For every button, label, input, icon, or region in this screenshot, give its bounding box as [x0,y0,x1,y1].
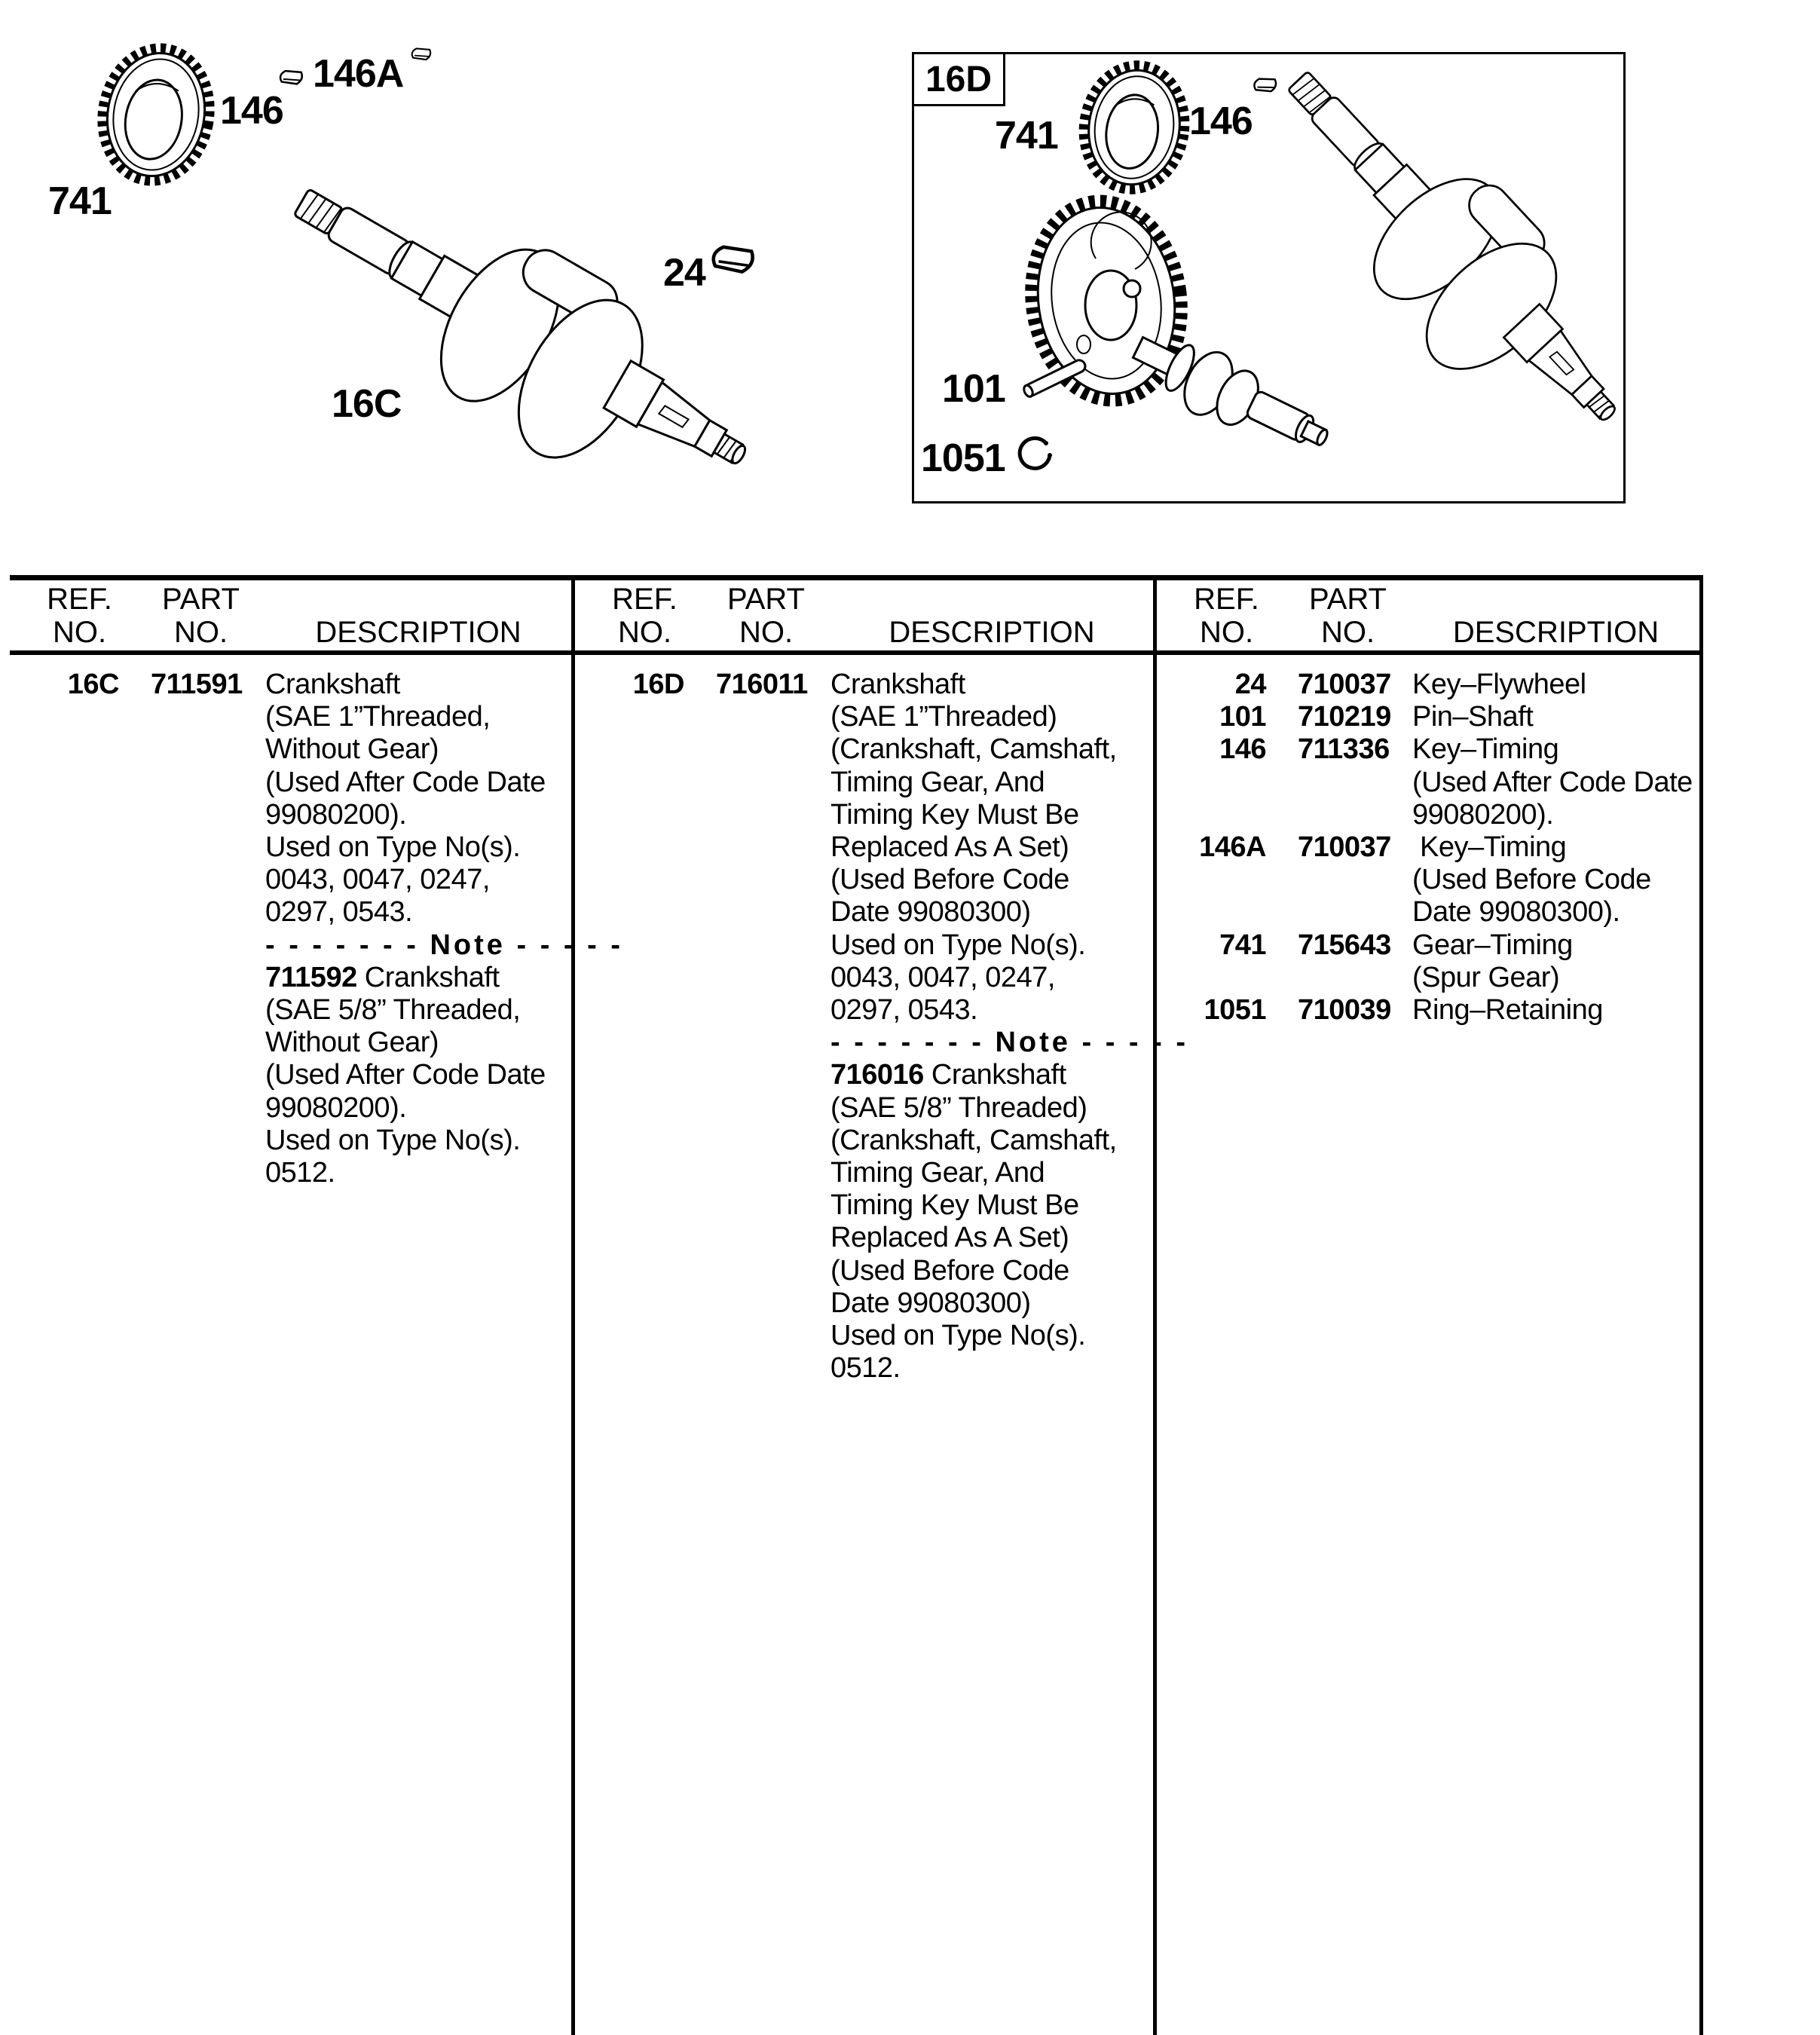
description-cell: (SAE 5/8” Threaded) [830,1091,1087,1124]
part-header: PART [727,583,805,616]
description-cell: Crankshaft [265,669,400,700]
description-cell: 0297, 0543. [265,896,413,929]
description-cell: (Used Before Code [830,1254,1069,1287]
table-row [40,1027,571,1059]
description-cell: Date 99080300) [830,1287,1031,1319]
column-header [10,575,571,649]
table-row [40,864,571,896]
table-row [605,994,1153,1027]
description-cell: 0512. [830,1352,901,1385]
description-cell: 0512. [265,1157,335,1189]
ref-no-cell: 101 [1219,701,1266,733]
description-cell: 716016 Crankshaft [830,1059,1066,1091]
table-row [605,1092,1153,1125]
table-row [1187,929,1699,962]
table-row [605,1157,1153,1189]
label-741: 741 [48,179,112,223]
table-row [605,733,1153,766]
ref-no-cell: 1051 [1204,994,1266,1027]
part-header: PART [1309,583,1387,616]
description-cell: Key–Flywheel [1412,669,1586,700]
table-row [40,994,571,1027]
retaining-ring-1051-icon [1020,438,1052,468]
table-row [605,767,1153,799]
description-cell: Replaced As A Set) [830,831,1069,864]
part-no-cell: 716011 [716,669,808,700]
timing-gear-741-left [93,40,219,189]
part-no-cell: 710037 [1298,831,1391,864]
description-cell: Timing Key Must Be [830,1189,1079,1222]
description-cell: Used on Type No(s). [830,929,1086,961]
table-row [1187,733,1699,766]
table-row [1187,701,1699,733]
description-cell: (Crankshaft, Camshaft, [830,733,1117,766]
description-cell: Without Gear) [265,1027,439,1059]
table-row [605,896,1153,929]
ref-no-cell: 146A [1199,831,1266,864]
key-146-icon [279,68,303,87]
label-146a: 146A [313,52,404,96]
table-row [1187,896,1699,929]
table-row [40,896,571,929]
description-cell: (Spur Gear) [1412,961,1560,993]
table-row [40,1059,571,1091]
description-header: DESCRIPTION [1452,616,1659,649]
table-row [40,799,571,831]
parts-table-column-2 [575,575,1188,1385]
description-cell: Crankshaft [830,669,965,700]
description-header: DESCRIPTION [889,616,1095,649]
ref-header: REF. [47,583,112,616]
description-cell: Ring–Retaining [1412,994,1603,1027]
key-24-icon [712,243,755,276]
description-cell: (SAE 1”Threaded) [830,701,1057,733]
table-row [1187,669,1699,701]
table-row [40,962,571,994]
table-row [1187,831,1699,864]
label-101: 101 [942,367,1005,411]
part-header2: NO. [173,616,228,649]
ref-no-cell: 24 [1234,669,1266,700]
table-row [605,831,1153,864]
label-146: 146 [220,89,283,133]
description-cell: 99080200). [1412,798,1554,831]
table-row [40,831,571,864]
description-cell: Used on Type No(s). [830,1320,1086,1352]
description-cell: 0043, 0047, 0247, [265,864,490,896]
label-741-right: 741 [995,114,1058,158]
description-cell: - - - - - - - Note - - - - - [265,929,623,961]
description-cell: Pin–Shaft [1412,701,1534,733]
label-24: 24 [663,251,705,295]
table-row [605,1255,1153,1287]
parts-table-column-3 [1157,575,1699,1027]
key-146a-icon [411,46,432,63]
part-header2: NO. [1320,616,1375,649]
part-no-cell: 715643 [1298,929,1391,961]
timing-gear-741-right [1076,60,1192,196]
description-cell: (SAE 1”Threaded, [265,701,491,733]
ref-no-cell: 741 [1219,929,1266,961]
crankshaft-diagram-16d [912,52,1626,503]
table-right-border [1699,575,1703,2035]
description-cell: 99080200). [265,1091,407,1124]
table-row [1187,994,1699,1027]
part-no-cell: 710039 [1298,994,1391,1027]
table-row [605,701,1153,733]
description-cell: (Used After Code Date [265,766,546,798]
description-cell: Key–Timing [1412,733,1559,766]
part-header2: NO. [739,616,794,649]
table-row [1187,767,1699,799]
description-cell: Used on Type No(s). [265,1124,521,1156]
key-146-right-icon [1253,75,1277,95]
table-row [40,929,623,962]
ref-header2: NO. [617,616,672,649]
table-row [605,669,1153,701]
table-row [605,1059,1153,1091]
column-header [1157,575,1699,649]
table-row [605,962,1153,994]
description-cell: (Used Before Code [830,864,1069,896]
description-cell: (Crankshaft, Camshaft, [830,1124,1117,1156]
table-row [1187,864,1699,896]
table-row [605,1352,1153,1385]
crankshaft-diagram-16c [0,0,829,543]
column-rows [1157,649,1699,1027]
table-row [605,1222,1153,1254]
description-cell: Key–Timing [1412,831,1567,864]
ref-no-cell: 16D [632,669,684,700]
description-cell: Date 99080300) [830,896,1031,929]
description-cell: Timing Gear, And [830,1157,1045,1189]
description-cell: (SAE 5/8” Threaded, [265,994,521,1027]
description-cell: Timing Gear, And [830,766,1045,798]
description-cell: (Used Before Code [1412,864,1651,896]
crankshaft-16c-drawing [252,130,784,543]
table-row [605,1027,1188,1059]
table-row [40,669,571,701]
description-cell: (Used After Code Date [1412,766,1693,798]
part-no-cell: 710037 [1298,669,1391,700]
camshaft-drawing [1020,192,1340,470]
ref-no-cell: 16C [67,669,119,700]
table-row [40,1125,571,1157]
part-no-cell: 711336 [1298,733,1390,766]
parts-table-column-1 [10,575,623,1189]
table-row [1187,962,1699,994]
part-header: PART [162,583,240,616]
part-no-cell: 711591 [151,669,243,700]
description-cell: Date 99080300). [1412,896,1620,929]
description-cell: Without Gear) [265,733,439,766]
ref-header2: NO. [1199,616,1254,649]
description-header: DESCRIPTION [315,616,522,649]
description-cell: 0297, 0543. [830,994,978,1027]
description-cell: - - - - - - - Note - - - - - [830,1027,1188,1059]
label-146-right: 146 [1189,99,1253,143]
column-header [575,575,1153,649]
part-no-cell: 710219 [1298,701,1391,733]
column-rows [10,649,623,1189]
table-row [605,864,1153,896]
label-16c: 16C [332,382,402,426]
table-row [40,701,571,733]
table-row [605,1125,1153,1157]
description-cell: Timing Key Must Be [830,798,1079,831]
table-row [605,1189,1153,1222]
table-row [40,733,571,766]
table-row [1187,799,1699,831]
ref-no-cell: 146 [1219,733,1266,766]
description-cell: 99080200). [265,798,407,831]
table-row [40,1157,571,1189]
table-row [605,1287,1153,1320]
description-cell: 0043, 0047, 0247, [830,961,1055,993]
diagram-16d-corner-label: 16D [914,54,1005,106]
ref-header: REF. [1194,583,1259,616]
ref-header: REF. [612,583,678,616]
table-row [40,1092,571,1125]
table-row [40,767,571,799]
description-cell: Used on Type No(s). [265,831,521,864]
description-cell: 711592 Crankshaft [265,961,500,993]
description-cell: Gear–Timing [1412,929,1573,961]
table-row [605,1320,1153,1352]
column-rows [575,649,1188,1385]
description-cell: Replaced As A Set) [830,1222,1069,1254]
label-1051: 1051 [921,436,1005,480]
table-row [605,799,1153,831]
table-row [605,929,1153,962]
description-cell: (Used After Code Date [265,1059,546,1091]
ref-header2: NO. [52,616,107,649]
